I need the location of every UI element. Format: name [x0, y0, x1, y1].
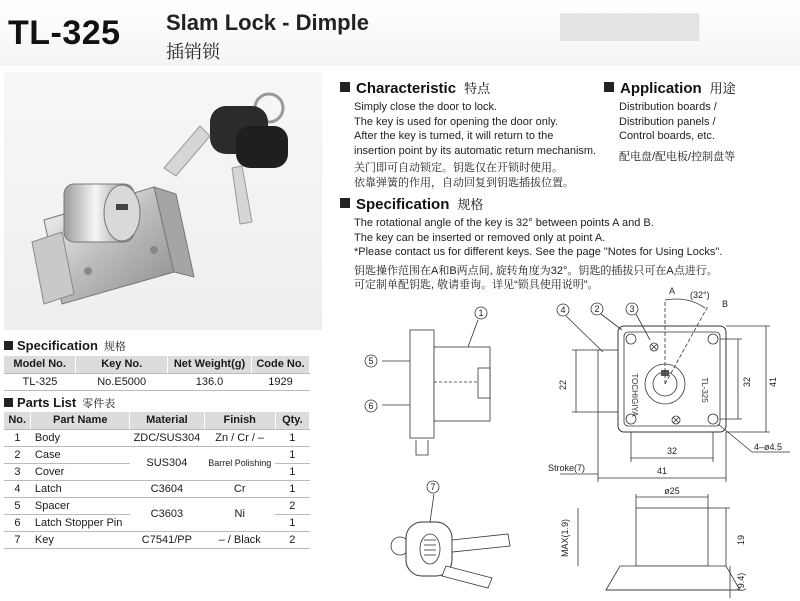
- model-mark: TL-325: [700, 377, 709, 403]
- specification-heading: [340, 194, 483, 213]
- application-heading-cn: 用途: [709, 81, 736, 96]
- column-header: Net Weight(g): [168, 356, 252, 373]
- callout-1-label: 1: [478, 308, 484, 318]
- parts-table: [4, 412, 310, 549]
- square-bullet-icon: [604, 82, 614, 92]
- side-view: [382, 320, 490, 455]
- product-photo: [4, 72, 322, 330]
- dim-9-4-label: (9.4): [736, 572, 746, 592]
- specification-line: The rotational angle of the key is 32° between points A and B.: [354, 217, 654, 229]
- table-cell: Zn / Cr / –: [204, 429, 275, 446]
- table-cell: 2: [275, 497, 309, 514]
- specification-line-cn: 可定制单配钥匙, 敬请垂询。详见“锁具使用说明”。: [354, 279, 599, 291]
- parts-list-heading-text: Parts List: [17, 395, 77, 410]
- application-line-cn: 配电盘/配电板/控制盘等: [619, 150, 736, 163]
- technical-drawing: [350, 282, 800, 601]
- table-row: [4, 480, 310, 497]
- table-row: [4, 373, 310, 390]
- characteristic-text: [354, 100, 596, 190]
- parts-list-heading-cn: 零件表: [82, 398, 116, 410]
- callout-7: [427, 481, 439, 493]
- dimension-32-width: [631, 432, 713, 462]
- dim-max-label: MAX(1.9): [560, 518, 570, 558]
- dim-41-width-label: 41: [656, 466, 668, 476]
- dimension-22: [558, 350, 598, 412]
- table-cell: C3603: [130, 497, 205, 531]
- table-cell: 7: [4, 531, 31, 548]
- callout-5: [365, 355, 377, 367]
- table-cell: C7541/PP: [130, 531, 205, 548]
- table-cell: Body: [31, 429, 130, 446]
- table-header-row: [4, 412, 310, 429]
- table-cell: Latch: [31, 480, 130, 497]
- table-cell: 136.0: [168, 373, 252, 390]
- application-text: [619, 100, 735, 164]
- spec-table-heading-text: Specification: [17, 338, 98, 353]
- column-header: Material: [130, 412, 205, 429]
- table-cell: SUS304: [130, 446, 205, 480]
- column-header: Code No.: [251, 356, 309, 373]
- brand-mark: TOCHIGIYA: [630, 373, 639, 417]
- spec-table-heading: [4, 338, 126, 354]
- dim-32-width-label: 32: [666, 446, 678, 456]
- spec-table: [4, 356, 310, 391]
- point-b-label: B: [722, 299, 729, 309]
- table-cell: 1: [275, 463, 309, 480]
- table-cell: 1: [4, 429, 31, 446]
- dimension-41-height: [726, 326, 778, 432]
- table-cell: C3604: [130, 480, 205, 497]
- specification-line: *Please contact us for different keys. See the page "Notes for Using Locks".: [354, 246, 723, 258]
- bottom-view: [606, 508, 740, 590]
- table-cell: No.E5000: [76, 373, 168, 390]
- dimension-25-dia: [636, 486, 708, 508]
- hole-spec-label: 4–ø4.5: [754, 442, 783, 452]
- front-view: [598, 299, 729, 432]
- characteristic-line-cn: 关门即可自动锁定。钥匙仅在开锁时使用。: [354, 162, 563, 174]
- column-header: Model No.: [4, 356, 76, 373]
- specification-line: The key can be inserted or removed only at point A.: [354, 231, 606, 244]
- table-cell: 1: [275, 446, 309, 463]
- callout-5-label: 5: [368, 356, 374, 366]
- application-heading-text: Application: [620, 80, 702, 97]
- hole-spec: [718, 424, 790, 452]
- column-header: Part Name: [31, 412, 130, 429]
- application-line: Distribution panels /: [619, 115, 716, 128]
- square-bullet-icon: [4, 341, 13, 350]
- dim-41-height-label: 41: [768, 376, 778, 388]
- product-title: Slam Lock - Dimple: [166, 10, 369, 35]
- characteristic-line-cn: 依靠弹簧的作用，自动回复到钥匙插拔位置。: [354, 176, 574, 189]
- angle-label: (32°): [690, 290, 710, 300]
- stroke-dimension: [548, 463, 598, 474]
- column-header: Finish: [204, 412, 275, 429]
- characteristic-heading: [340, 78, 490, 97]
- lock-photo-illustration: [4, 72, 322, 330]
- dim-22-label: 22: [558, 379, 568, 391]
- table-cell: Ni: [204, 497, 275, 531]
- callout-2-label: 2: [594, 304, 600, 314]
- table-cell: Cover: [31, 463, 130, 480]
- table-row: [4, 446, 310, 463]
- table-cell: 1929: [251, 373, 309, 390]
- dimension-19: [708, 508, 746, 566]
- table-cell: Key: [31, 531, 130, 548]
- product-title-cn: 插销锁: [166, 42, 220, 62]
- characteristic-line: Simply close the door to lock.: [354, 101, 498, 113]
- table-cell: 3: [4, 463, 31, 480]
- callout-6: [365, 400, 377, 412]
- table-header-row: [4, 356, 310, 373]
- table-cell: 1: [275, 429, 309, 446]
- column-header: Key No.: [76, 356, 168, 373]
- callout-6-label: 6: [368, 401, 374, 411]
- table-cell: TL-325: [4, 373, 76, 390]
- application-line: Distribution boards /: [619, 101, 717, 113]
- table-cell: Barrel Polishing: [204, 446, 275, 480]
- faded-header-decoration: ▆▆▆▆▆▆: [560, 7, 699, 40]
- specification-heading-cn: 规格: [457, 197, 484, 212]
- spec-table-heading-cn: 规格: [103, 341, 126, 353]
- parts-list-heading: [4, 395, 115, 411]
- dim-dia-25-label: ø25: [664, 486, 680, 496]
- table-cell: 5: [4, 497, 31, 514]
- dimension-max: [560, 508, 578, 566]
- table-cell: 1: [275, 514, 309, 531]
- table-cell: Spacer: [31, 497, 130, 514]
- table-cell: 4: [4, 480, 31, 497]
- table-row: [4, 429, 310, 446]
- specification-line-cn: 钥匙操作范围在A和B两点间, 旋转角度为32°。钥匙的插拔只可在A点进行。: [354, 264, 718, 277]
- table-cell: 2: [275, 531, 309, 548]
- table-cell: Cr: [204, 480, 275, 497]
- characteristic-line: insertion point by its automatic return mechanism.: [354, 144, 597, 157]
- application-line: Control boards, etc.: [619, 130, 715, 142]
- key-drawing: [391, 494, 510, 588]
- application-heading: [604, 78, 736, 97]
- column-header: No.: [4, 412, 31, 429]
- square-bullet-icon: [4, 398, 13, 407]
- callout-2: [591, 303, 622, 330]
- square-bullet-icon: [340, 198, 350, 208]
- specification-heading-text: Specification: [356, 196, 450, 213]
- table-cell: Case: [31, 446, 130, 463]
- table-cell: 6: [4, 514, 31, 531]
- callout-3-label: 3: [629, 304, 635, 314]
- table-row: [4, 531, 310, 548]
- table-cell: 2: [4, 446, 31, 463]
- table-row: [4, 497, 310, 514]
- column-header: Qty.: [275, 412, 309, 429]
- characteristic-heading-cn: 特点: [464, 81, 491, 96]
- model-title: TL-325: [8, 14, 121, 52]
- table-cell: 1: [275, 480, 309, 497]
- characteristic-line: The key is used for opening the door only.: [354, 115, 559, 128]
- dim-19-label: 19: [736, 534, 746, 546]
- square-bullet-icon: [340, 82, 350, 92]
- callout-7-label: 7: [430, 482, 436, 492]
- callout-4-label: 4: [560, 305, 566, 315]
- callout-1: [475, 307, 487, 319]
- stroke-label: Stroke(7): [548, 463, 586, 473]
- characteristic-line: After the key is turned, it will return to the: [354, 130, 554, 142]
- characteristic-heading-text: Characteristic: [356, 80, 457, 97]
- table-cell: ZDC/SUS304: [130, 429, 205, 446]
- table-cell: – / Black: [204, 531, 275, 548]
- table-cell: Latch Stopper Pin: [31, 514, 130, 531]
- dim-32-height-label: 32: [742, 376, 752, 388]
- point-a-label: A: [669, 286, 676, 296]
